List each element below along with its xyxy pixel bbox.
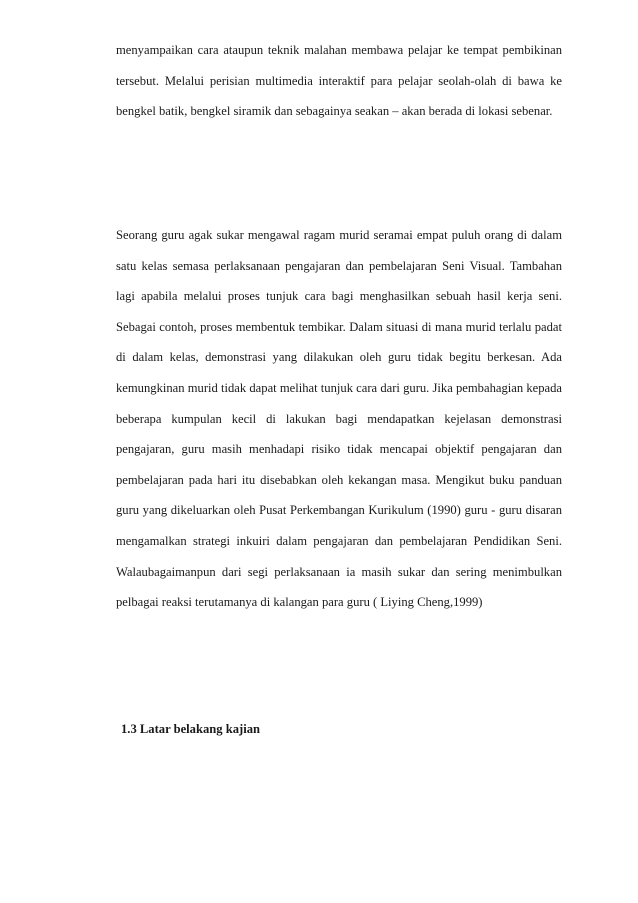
paragraph-intro-continuation: menyampaikan cara ataupun teknik malahan membawa pelajar ke tempat pembikinan tersebut. Melalui perisian multimedia interaktif para pelajar seolah-olah di bawa ke bengkel batik, bengkel siramik dan sebagainya seakan – akan berada di lokasi sebenar. [116, 43, 562, 119]
paragraph-teaching-challenges: Seorang guru agak sukar mengawal ragam murid seramai empat puluh orang di dalam satu kelas semasa perlaksanaan pengajaran dan pembelajaran Seni Visual. Tambahan lagi apabila melalui proses tunjuk cara bagi menghasilkan sebuah hasil kerja seni. Sebagai contoh, proses membentuk tembikar. Dalam situasi di mana murid terlalu padat di dalam kelas, demonstrasi yang dilakukan oleh guru tidak begitu berkesan. Ada kemungkinan murid tidak dapat melihat tunjuk cara dari guru. Jika pembahagian kepada beberapa kumpulan kecil di lakukan bagi mendapatkan kejelasan demonstrasi pengajaran, guru masih menhadapi risiko tidak mencapai objektif pengajaran dan pembelajaran pada hari itu disebabkan oleh kekangan masa. Mengikut buku panduan guru yang dikeluarkan oleh Pusat Perkembangan Kurikulum (1990) guru - guru disaran mengamalkan strategi inkuiri dalam pengajaran dan pembelajaran Pendidikan Seni. Walaubagaimanpun dari segi perlaksanaan ia masih sukar dan sering menimbulkan pelbagai reaksi terutamanya di kalangan para guru ( Liying Cheng,1999) [116, 228, 562, 610]
section-heading: 1.3 Latar belakang kajian [121, 722, 261, 736]
